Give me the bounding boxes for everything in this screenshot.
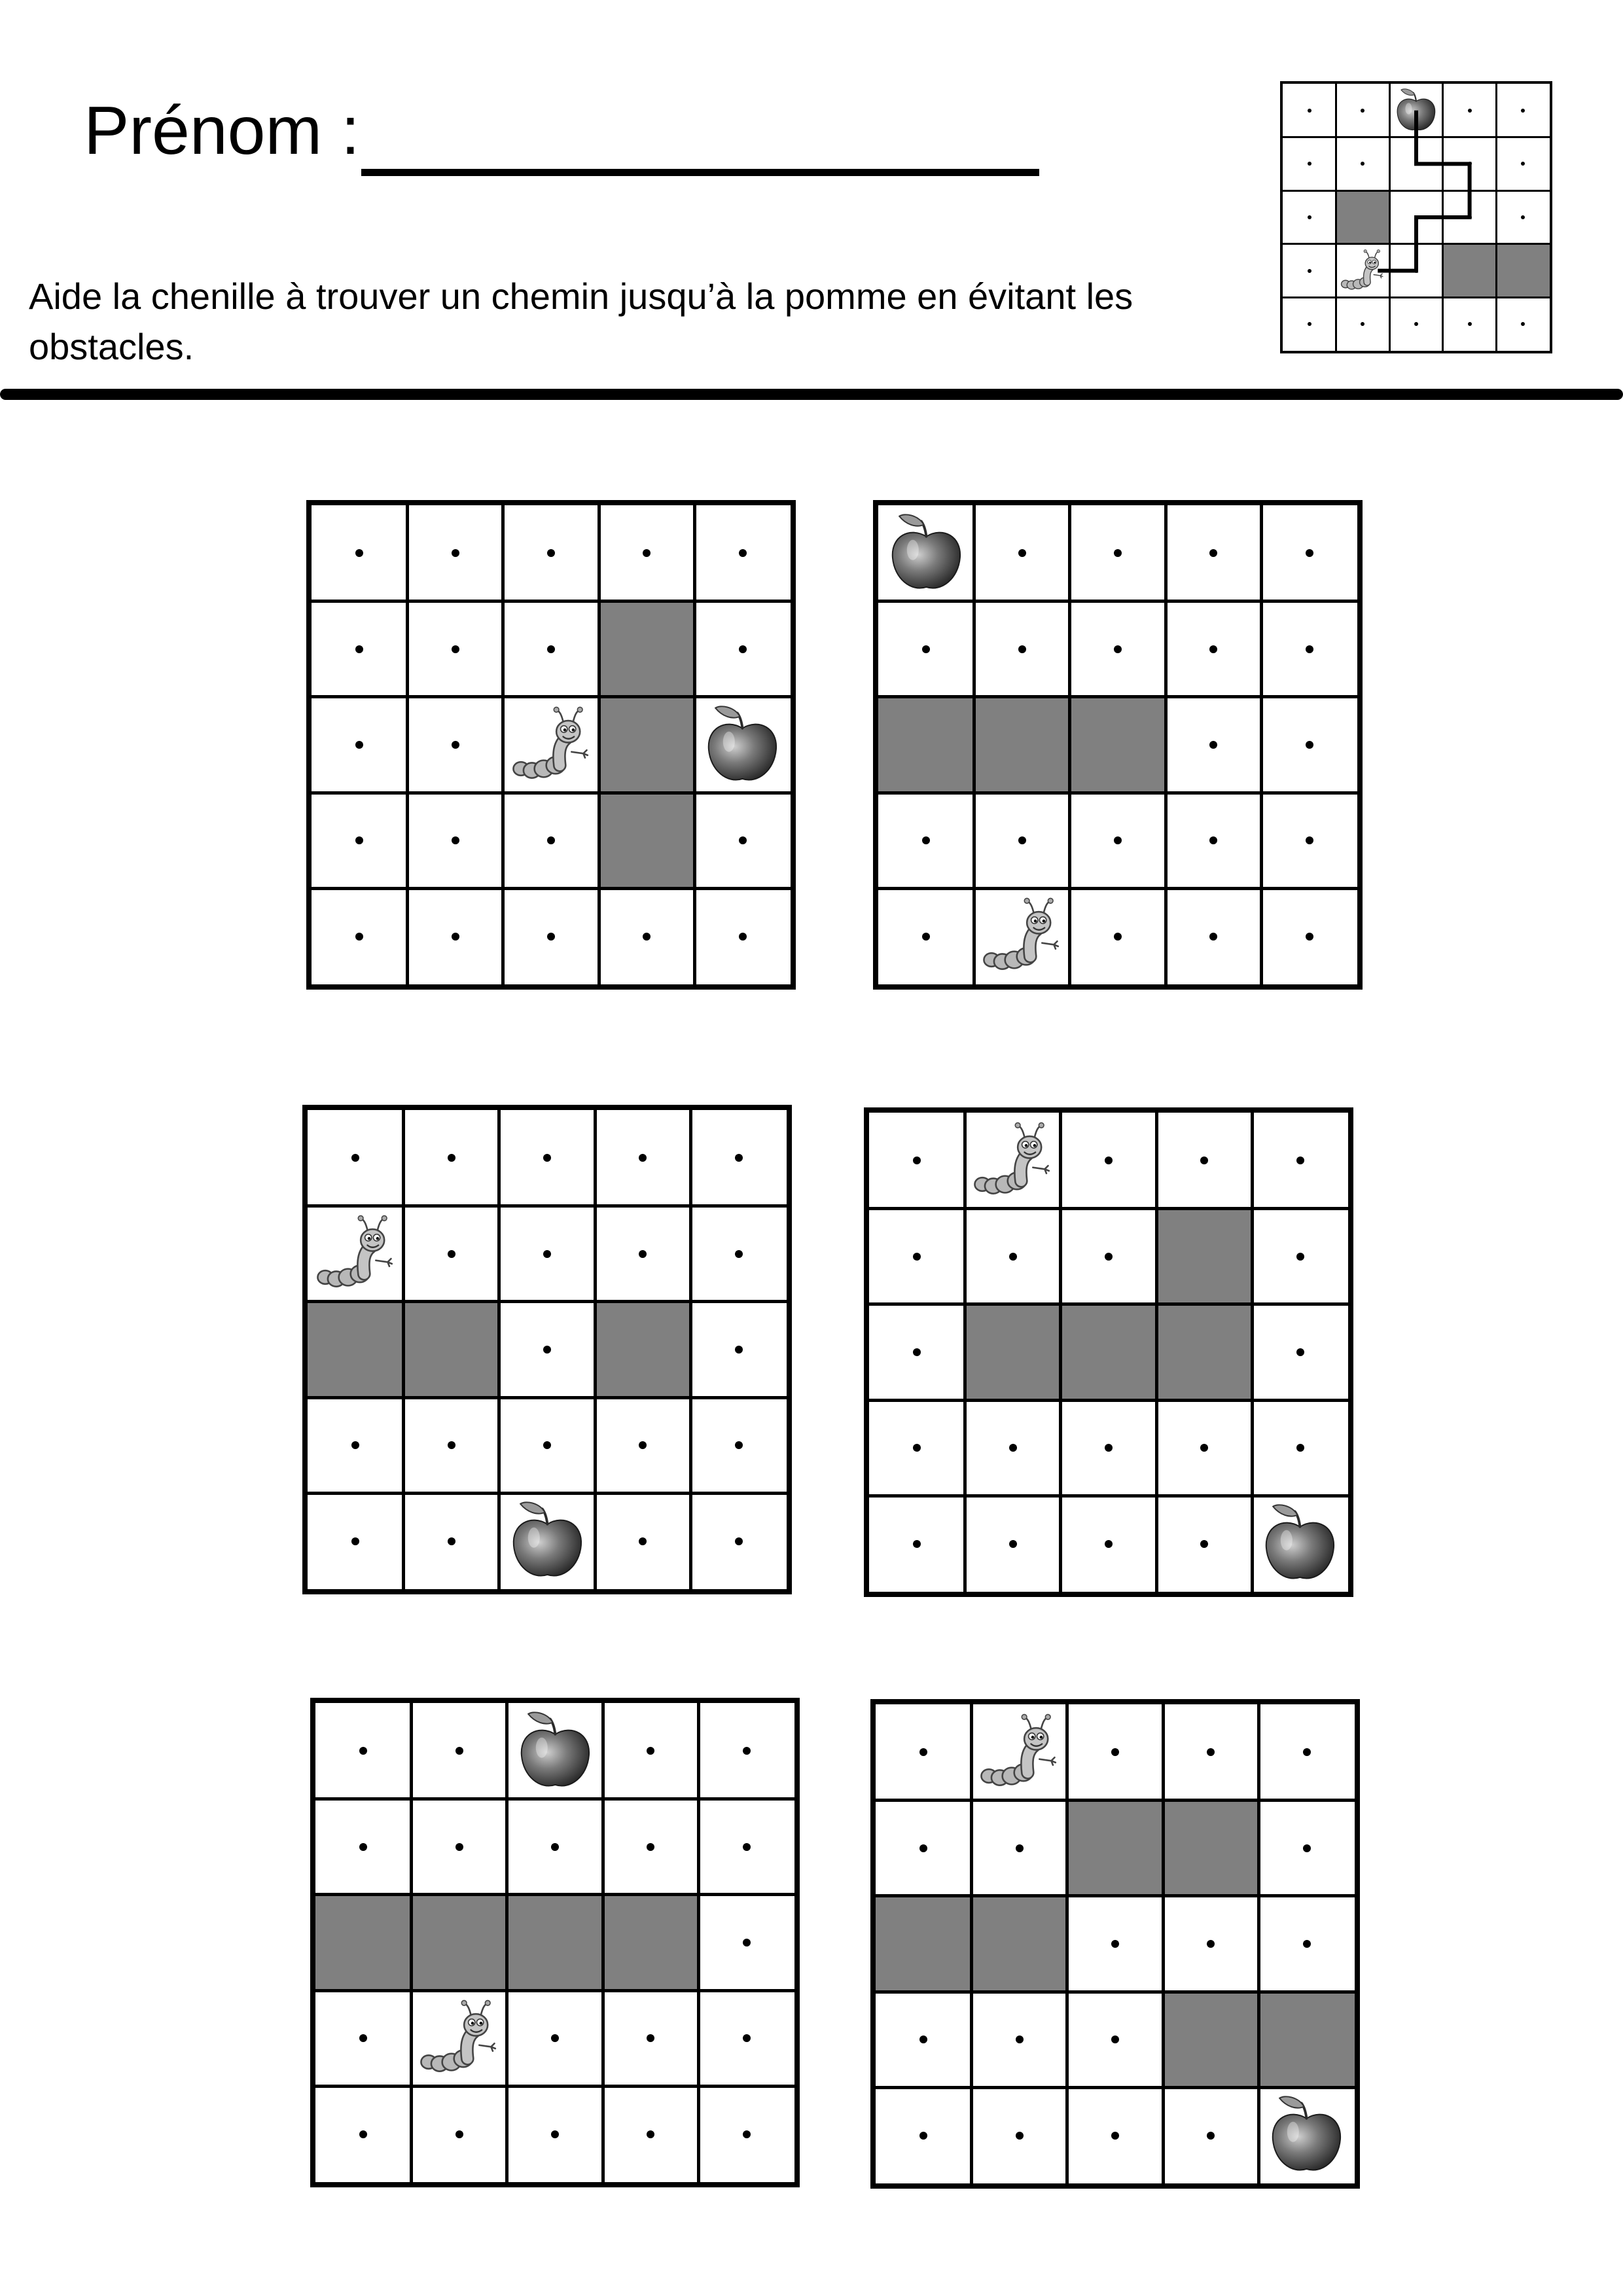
cell-dot[interactable] — [455, 2130, 463, 2138]
cell-dot[interactable] — [359, 2130, 367, 2138]
cell-dot[interactable] — [913, 1253, 921, 1261]
obstacle-cell — [507, 1895, 603, 1990]
cell-dot[interactable] — [448, 1154, 455, 1162]
cell-dot[interactable] — [452, 933, 459, 941]
obstacle-cell — [599, 601, 694, 696]
apple-icon — [884, 511, 969, 596]
caterpillar-icon — [417, 1996, 501, 2081]
cell-dot[interactable] — [1414, 162, 1418, 166]
cell-dot[interactable] — [351, 1154, 359, 1162]
cell-dot[interactable] — [448, 1441, 455, 1449]
cell-dot[interactable] — [1521, 109, 1525, 113]
grid-line — [312, 600, 791, 603]
grid-line — [312, 791, 791, 795]
cell-dot[interactable] — [1361, 162, 1364, 166]
grid-line — [1495, 84, 1497, 351]
grid-line — [1155, 1113, 1158, 1592]
obstacle-cell — [1156, 1304, 1252, 1400]
obstacle-cell — [1163, 1800, 1258, 1895]
grid-line — [689, 1110, 692, 1589]
cell-dot[interactable] — [743, 1939, 751, 1946]
cell-dot[interactable] — [647, 2034, 654, 2042]
cell-dot[interactable] — [1521, 322, 1525, 326]
cell-dot[interactable] — [739, 933, 747, 941]
cell-dot[interactable] — [1009, 1444, 1017, 1452]
cell-dot[interactable] — [543, 1346, 551, 1354]
cell-dot[interactable] — [1105, 1157, 1113, 1164]
grid-line — [876, 1990, 1355, 1994]
cell-dot[interactable] — [359, 1747, 367, 1755]
cell-dot[interactable] — [1105, 1253, 1113, 1261]
grid-line — [1283, 190, 1550, 192]
cell-dot[interactable] — [359, 1843, 367, 1851]
cell-dot[interactable] — [1111, 1748, 1119, 1756]
cell-dot[interactable] — [551, 1843, 559, 1851]
grid-line — [505, 1703, 508, 2182]
cell-dot[interactable] — [448, 1537, 455, 1545]
cell-dot[interactable] — [1306, 549, 1313, 557]
obstacle-cell — [1443, 244, 1497, 298]
cell-dot[interactable] — [1306, 933, 1313, 941]
cell-dot[interactable] — [735, 1250, 743, 1258]
cell-dot[interactable] — [913, 1348, 921, 1356]
cell-dot[interactable] — [543, 1441, 551, 1449]
obstacle-cell — [603, 1895, 698, 1990]
grid-line — [312, 695, 791, 698]
cell-dot[interactable] — [919, 1748, 927, 1756]
cell-dot[interactable] — [355, 933, 363, 941]
cell-dot[interactable] — [355, 741, 363, 749]
grid-line — [869, 1494, 1348, 1498]
obstacle-cell — [599, 793, 694, 888]
cell-dot[interactable] — [452, 549, 459, 557]
cell-dot[interactable] — [547, 645, 555, 653]
cell-dot[interactable] — [455, 1747, 463, 1755]
grid-line — [878, 600, 1357, 603]
cell-dot[interactable] — [1308, 109, 1311, 113]
caterpillar-icon — [977, 1710, 1061, 1795]
obstacle-cell — [595, 1302, 690, 1397]
puzzle-grid-1 — [306, 500, 796, 990]
cell-dot[interactable] — [735, 1537, 743, 1545]
grid-line — [402, 1110, 405, 1589]
cell-dot[interactable] — [1018, 645, 1026, 653]
cell-dot[interactable] — [455, 1843, 463, 1851]
cell-dot[interactable] — [647, 1843, 654, 1851]
cell-dot[interactable] — [1521, 162, 1525, 166]
cell-dot[interactable] — [1114, 836, 1122, 844]
cell-dot[interactable] — [1209, 836, 1217, 844]
grid-line — [697, 1703, 700, 2182]
cell-dot[interactable] — [735, 1154, 743, 1162]
cell-dot[interactable] — [1114, 645, 1122, 653]
cell-dot[interactable] — [1018, 836, 1026, 844]
name-write-line[interactable] — [361, 169, 1039, 176]
grid-line — [878, 695, 1357, 698]
grid-line — [597, 505, 601, 984]
cell-dot[interactable] — [919, 1844, 927, 1852]
cell-dot[interactable] — [639, 1250, 647, 1258]
cell-dot[interactable] — [351, 1441, 359, 1449]
grid-line — [1442, 84, 1444, 351]
obstacle-cell — [1061, 1304, 1156, 1400]
cell-dot[interactable] — [739, 549, 747, 557]
instruction-text: Aide la chenille à trouver un chemin jusqu’à la pomme en évitant les obstacles. — [29, 276, 1133, 367]
cell-dot[interactable] — [1009, 1540, 1017, 1548]
grid-line — [1164, 505, 1168, 984]
caterpillar-icon — [313, 1211, 398, 1296]
grid-line — [1257, 1704, 1260, 2183]
cell-dot[interactable] — [643, 933, 651, 941]
obstacle-cell — [1336, 190, 1390, 244]
obstacle-cell — [876, 1896, 971, 1992]
cell-dot[interactable] — [1114, 933, 1122, 941]
apple-icon — [1264, 2093, 1349, 2178]
apple-icon — [1393, 87, 1440, 134]
cell-dot[interactable] — [1306, 741, 1313, 749]
puzzle-grid-2 — [873, 500, 1363, 990]
cell-dot[interactable] — [1296, 1348, 1304, 1356]
grid-line — [970, 1704, 973, 2183]
grid-line — [1260, 505, 1263, 984]
cell-dot[interactable] — [448, 1250, 455, 1258]
cell-dot[interactable] — [1308, 269, 1311, 273]
cell-dot[interactable] — [922, 836, 930, 844]
grid-line — [972, 505, 976, 984]
cell-dot[interactable] — [1016, 1844, 1024, 1852]
cell-dot[interactable] — [1209, 741, 1217, 749]
cell-dot[interactable] — [1114, 549, 1122, 557]
grid-line — [1335, 84, 1337, 351]
grid-line — [497, 1110, 501, 1589]
grid-line — [693, 505, 696, 984]
cell-dot[interactable] — [919, 2036, 927, 2043]
obstacle-cell — [308, 1302, 403, 1397]
cell-dot[interactable] — [639, 1537, 647, 1545]
cell-dot[interactable] — [1016, 2132, 1024, 2140]
grid-line — [601, 1703, 605, 2182]
cell-dot[interactable] — [1111, 2132, 1119, 2140]
cell-dot[interactable] — [1207, 1940, 1215, 1948]
example-grid — [1280, 81, 1552, 353]
cell-dot[interactable] — [359, 2034, 367, 2042]
cell-dot[interactable] — [551, 2034, 559, 2042]
cell-dot[interactable] — [1296, 1444, 1304, 1452]
caterpillar-icon — [1339, 247, 1386, 295]
cell-dot[interactable] — [1200, 1444, 1208, 1452]
grid-line — [308, 1300, 787, 1303]
cell-dot[interactable] — [1207, 2132, 1215, 2140]
cell-dot[interactable] — [355, 549, 363, 557]
caterpillar-icon — [980, 894, 1064, 978]
cell-dot[interactable] — [452, 741, 459, 749]
grid-line — [869, 1302, 1348, 1306]
puzzle-grid-4 — [864, 1107, 1353, 1597]
grid-line — [1283, 136, 1550, 138]
cell-dot[interactable] — [1207, 1748, 1215, 1756]
obstacle-cell — [1259, 1992, 1355, 2087]
obstacle-cell — [1070, 697, 1166, 793]
grid-line — [1283, 243, 1550, 245]
cell-dot[interactable] — [1009, 1253, 1017, 1261]
grid-line — [1389, 84, 1391, 351]
cell-dot[interactable] — [1296, 1253, 1304, 1261]
cell-dot[interactable] — [551, 2130, 559, 2138]
obstacle-cell — [315, 1895, 411, 1990]
cell-dot[interactable] — [1111, 2036, 1119, 2043]
grid-line — [1283, 296, 1550, 298]
cell-dot[interactable] — [735, 1441, 743, 1449]
obstacle-cell — [1067, 1800, 1163, 1895]
grid-line — [878, 791, 1357, 795]
grid-line — [963, 1113, 967, 1592]
apple-icon — [513, 1709, 597, 1793]
grid-line — [1065, 1704, 1069, 2183]
grid-line — [869, 1399, 1348, 1402]
cell-dot[interactable] — [1016, 2036, 1024, 2043]
cell-dot[interactable] — [647, 2130, 654, 2138]
grid-line — [1068, 505, 1071, 984]
obstacle-cell — [1163, 1992, 1258, 2087]
cell-dot[interactable] — [547, 836, 555, 844]
cell-dot[interactable] — [743, 2034, 751, 2042]
cell-dot[interactable] — [1361, 322, 1364, 326]
cell-dot[interactable] — [1414, 322, 1418, 326]
cell-dot[interactable] — [1209, 645, 1217, 653]
grid-line — [406, 505, 409, 984]
cell-dot[interactable] — [919, 2132, 927, 2140]
cell-dot[interactable] — [743, 1747, 751, 1755]
grid-line — [1059, 1113, 1062, 1592]
cell-dot[interactable] — [543, 1250, 551, 1258]
cell-dot[interactable] — [922, 645, 930, 653]
cell-dot[interactable] — [1105, 1444, 1113, 1452]
cell-dot[interactable] — [1468, 322, 1472, 326]
cell-dot[interactable] — [351, 1537, 359, 1545]
cell-dot[interactable] — [1308, 162, 1311, 166]
cell-dot[interactable] — [739, 836, 747, 844]
grid-line — [1162, 1704, 1165, 2183]
cell-dot[interactable] — [639, 1154, 647, 1162]
obstacle-cell — [403, 1302, 499, 1397]
obstacle-cell — [971, 1896, 1067, 1992]
cell-dot[interactable] — [452, 645, 459, 653]
cell-dot[interactable] — [547, 933, 555, 941]
puzzle-grid-5 — [310, 1698, 800, 2187]
cell-dot[interactable] — [913, 1157, 921, 1164]
cell-dot[interactable] — [1105, 1540, 1113, 1548]
obstacle-cell — [1156, 1208, 1252, 1304]
cell-dot[interactable] — [1414, 215, 1418, 219]
cell-dot[interactable] — [913, 1540, 921, 1548]
grid-line — [594, 1110, 597, 1589]
obstacle-cell — [599, 697, 694, 793]
cell-dot[interactable] — [1018, 549, 1026, 557]
cell-dot[interactable] — [643, 549, 651, 557]
apple-icon — [1258, 1501, 1342, 1586]
cell-dot[interactable] — [1303, 1844, 1311, 1852]
cell-dot[interactable] — [1468, 215, 1472, 219]
cell-dot[interactable] — [739, 645, 747, 653]
grid-line — [869, 1207, 1348, 1210]
grid-line — [308, 1492, 787, 1495]
cell-dot[interactable] — [735, 1346, 743, 1354]
grid-line — [410, 1703, 413, 2182]
cell-dot[interactable] — [543, 1154, 551, 1162]
caterpillar-icon — [509, 703, 594, 787]
cell-dot[interactable] — [743, 1843, 751, 1851]
apple-icon — [700, 703, 785, 787]
puzzle-grid-6 — [870, 1699, 1360, 2189]
cell-dot[interactable] — [1111, 1940, 1119, 1948]
separator-rule — [0, 389, 1623, 400]
obstacle-cell — [1496, 244, 1550, 298]
grid-line — [315, 1893, 794, 1896]
obstacle-cell — [965, 1304, 1060, 1400]
cell-dot[interactable] — [1296, 1157, 1304, 1164]
cell-dot[interactable] — [1200, 1540, 1208, 1548]
grid-line — [315, 1989, 794, 1992]
cell-dot[interactable] — [547, 549, 555, 557]
grid-line — [308, 1204, 787, 1208]
cell-dot[interactable] — [1200, 1157, 1208, 1164]
grid-line — [878, 887, 1357, 890]
obstacle-cell — [878, 697, 974, 793]
caterpillar-icon — [971, 1119, 1055, 1203]
cell-dot[interactable] — [1414, 269, 1418, 273]
cell-dot[interactable] — [639, 1441, 647, 1449]
cell-dot[interactable] — [743, 2130, 751, 2138]
cell-dot[interactable] — [1308, 215, 1311, 219]
puzzle-grid-3 — [302, 1105, 792, 1594]
obstacle-cell — [411, 1895, 507, 1990]
grid-line — [315, 1797, 794, 1801]
cell-dot[interactable] — [1468, 162, 1472, 166]
cell-dot[interactable] — [355, 645, 363, 653]
cell-dot[interactable] — [1306, 836, 1313, 844]
cell-dot[interactable] — [922, 933, 930, 941]
cell-dot[interactable] — [1306, 645, 1313, 653]
cell-dot[interactable] — [1308, 322, 1311, 326]
grid-line — [876, 1799, 1355, 1802]
cell-dot[interactable] — [1303, 1748, 1311, 1756]
grid-line — [315, 2085, 794, 2088]
cell-dot[interactable] — [355, 836, 363, 844]
grid-line — [312, 887, 791, 890]
cell-dot[interactable] — [1468, 109, 1472, 113]
grid-line — [308, 1396, 787, 1399]
cell-dot[interactable] — [1361, 109, 1364, 113]
obstacle-cell — [974, 697, 1069, 793]
name-label: Prénom : — [84, 93, 360, 169]
cell-dot[interactable] — [1209, 549, 1217, 557]
cell-dot[interactable] — [1209, 933, 1217, 941]
cell-dot[interactable] — [1303, 1940, 1311, 1948]
apple-icon — [505, 1499, 590, 1583]
cell-dot[interactable] — [452, 836, 459, 844]
grid-line — [1251, 1113, 1254, 1592]
grid-line — [501, 505, 505, 984]
grid-line — [876, 2086, 1355, 2089]
cell-dot[interactable] — [1521, 215, 1525, 219]
cell-dot[interactable] — [913, 1444, 921, 1452]
cell-dot[interactable] — [647, 1747, 654, 1755]
grid-line — [876, 1894, 1355, 1897]
